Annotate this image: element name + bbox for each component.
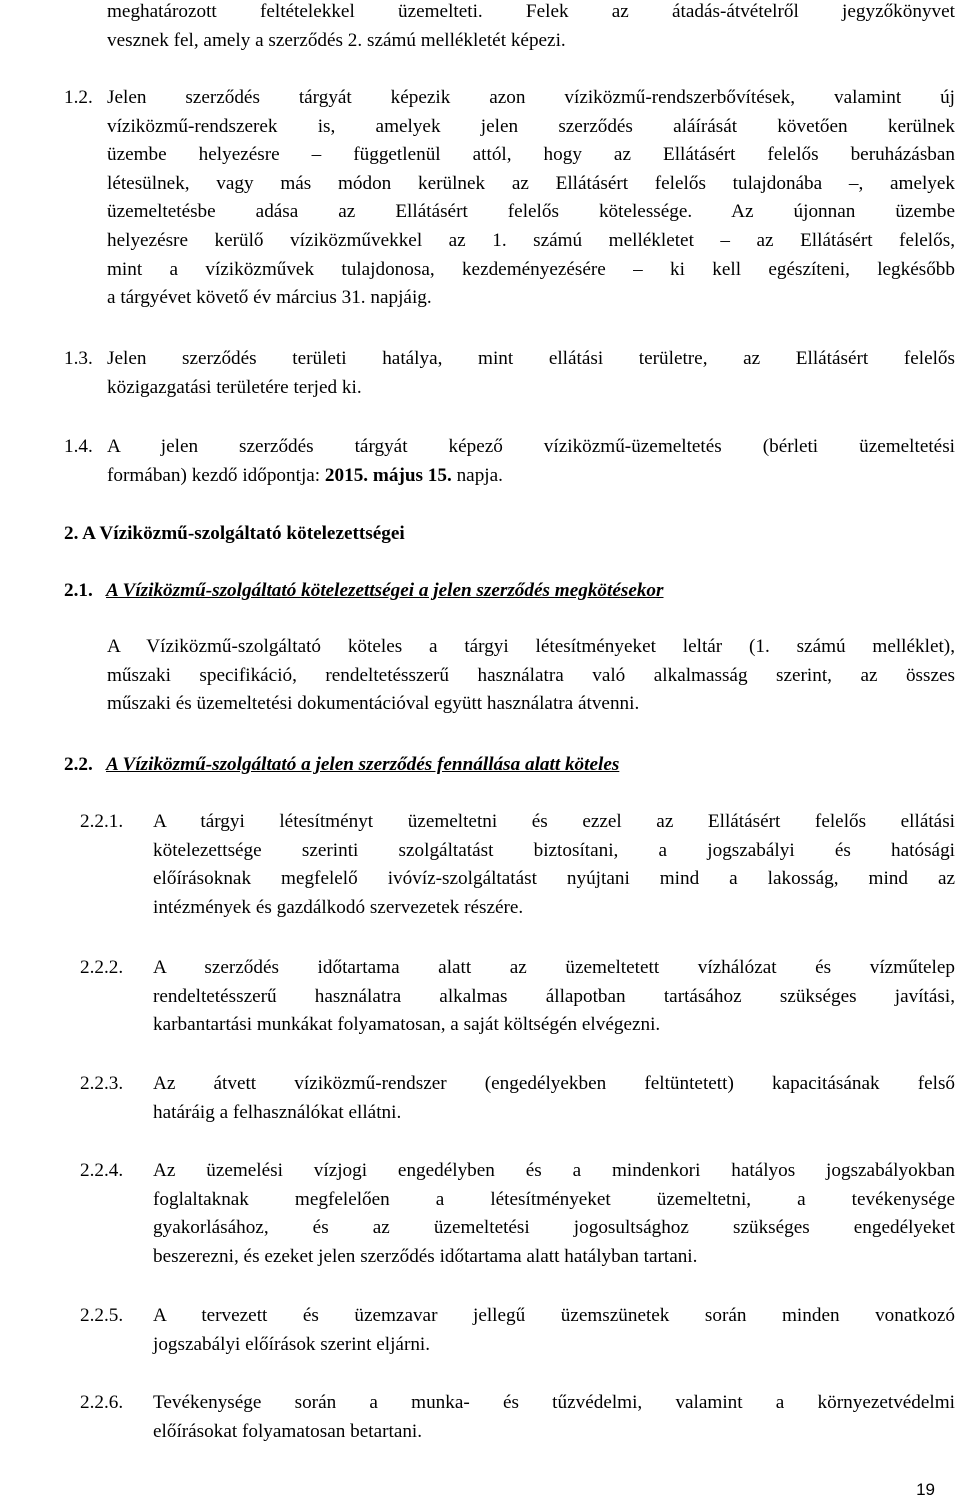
text-line: előírásoknak megfelelő ivóvíz-szolgáltatást nyújtani mind a lakosság, mind az xyxy=(153,868,955,890)
text-line: műszaki és üzemeltetési dokumentációval együtt használatra átvenni. xyxy=(107,693,640,715)
section-2-1-heading xyxy=(64,577,664,605)
item-number: 2.2.6. xyxy=(80,1392,124,1413)
section-1-2-paragraph xyxy=(107,84,955,313)
text-line: A szerződés időtartama alatt az üzemeltetett vízhálózat és vízműtelep xyxy=(153,957,955,978)
text-line: karbantartási munkákat folyamatosan, a saját költségén elvégezni. xyxy=(153,1014,661,1036)
item-paragraph xyxy=(153,1302,955,1359)
item-number: 2.2.1. xyxy=(80,811,124,832)
text-line: Az átvett víziközmű-rendszer (engedélyekben feltüntetett) kapacitásának felső xyxy=(153,1073,955,1094)
item-paragraph xyxy=(153,954,955,1040)
start-date: 2015. május 15. xyxy=(324,464,452,486)
item-paragraph xyxy=(153,1070,955,1127)
item-number: 2.2.2. xyxy=(80,957,124,978)
text-line: mint a víziközművek tulajdonosa, kezdeményezésére – ki kell egészíteni, legkésőbb xyxy=(107,258,955,280)
text-line: létesülnek, vagy más módon kerülnek az Ellátásért felelős tulajdonába –, amelyek xyxy=(107,172,955,194)
section-number: 1.2. xyxy=(64,87,93,108)
section-1-4-paragraph xyxy=(107,433,955,490)
section-2-heading: 2. A Víziközmű-szolgáltató kötelezettségei xyxy=(64,523,405,544)
text-line: közigazgatási területére terjed ki. xyxy=(107,376,362,398)
item-paragraph xyxy=(153,1389,955,1446)
text-line: víziközmű-rendszerek is, amelyek jelen szerződés aláírását követően kerülnek xyxy=(107,115,955,137)
section-1-3-paragraph xyxy=(107,345,955,402)
text-line: üzembe helyezésre – függetlenül attól, hogy az Ellátásért felelős beruházásban xyxy=(107,144,955,166)
text-line xyxy=(107,462,955,491)
text-run: formában) kezdő időpontja: xyxy=(107,464,325,486)
text-line: előírásokat folyamatosan betartani. xyxy=(153,1420,423,1442)
text-line: rendeltetésszerű használatra alkalmas állapotban tartásához szükséges javítási, xyxy=(153,985,955,1007)
section-2-1-paragraph xyxy=(107,633,955,719)
text-line: foglaltaknak megfelelően a létesítményeket üzemeltetni, a tevékenysége xyxy=(153,1188,955,1210)
section-number: 2.1. xyxy=(64,580,93,601)
text-line: gyakorlásához, és az üzemeltetési jogosultsághoz szükséges engedélyeket xyxy=(153,1217,955,1239)
intro-paragraph xyxy=(107,0,955,55)
text-line: A Víziközmű-szolgáltató köteles a tárgyi létesítményeket leltár (1. számú melléklet), xyxy=(107,636,955,657)
text-line: műszaki specifikáció, rendeltetésszerű használatra való alkalmasság szerint, az összes xyxy=(107,664,955,686)
page-number: 19 xyxy=(916,1480,935,1499)
section-number: 1.3. xyxy=(64,348,93,369)
text-line: Jelen szerződés tárgyát képezik azon víziközmű-rendszerbővítések, valamint új xyxy=(107,87,955,108)
text-line: Tevékenysége során a munka- és tűzvédelmi, valamint a környezetvédelmi xyxy=(153,1392,955,1413)
text-line: A tárgyi létesítményt üzemeltetni és ezzel az Ellátásért felelős ellátási xyxy=(153,811,955,832)
item-number: 2.2.3. xyxy=(80,1073,124,1094)
text-line: intézmények és gazdálkodó szervezetek részére. xyxy=(153,896,524,918)
text-line: meghatározott feltételekkel üzemelteti. Felek az átadás-átvételről jegyzőkönyvet xyxy=(107,1,955,22)
text-run: napja. xyxy=(451,464,503,486)
section-2-2-heading xyxy=(64,751,619,779)
item-paragraph xyxy=(153,1157,955,1271)
text-line: Az üzemelési vízjogi engedélyben és a mindenkori hatályos jogszabályokban xyxy=(153,1160,955,1181)
section-title: A Víziközmű-szolgáltató kötelezettségei a jelen szerződés megkötésekor xyxy=(106,580,664,601)
section-title: A Víziközmű-szolgáltató a jelen szerződés fennállása alatt köteles xyxy=(106,754,620,775)
text-line: A tervezett és üzemzavar jellegű üzemszünetek során minden vonatkozó xyxy=(153,1305,955,1326)
text-line: beszerezni, és ezeket jelen szerződés időtartama alatt hatályban tartani. xyxy=(153,1245,698,1267)
item-number: 2.2.4. xyxy=(80,1160,124,1181)
text-line: kötelezettsége szerinti szolgáltatást biztosítani, a jogszabályi és hatósági xyxy=(153,839,955,861)
text-line: helyezésre kerülő víziközművekkel az 1. számú mellékletet – az Ellátásért felelős, xyxy=(107,229,955,251)
text-line: üzemeltetésbe adása az Ellátásért felelős kötelessége. Az újonnan üzembe xyxy=(107,201,955,223)
text-line: vesznek fel, amely a szerződés 2. számú mellékletét képezi. xyxy=(107,29,566,51)
section-number: 1.4. xyxy=(64,436,93,457)
text-line: A jelen szerződés tárgyát képező víziközmű-üzemeltetés (bérleti üzemeltetési xyxy=(107,436,955,457)
text-line: határáig a felhasználókat ellátni. xyxy=(153,1101,402,1123)
text-line: jogszabályi előírások szerint eljárni. xyxy=(153,1333,431,1355)
section-number: 2.2. xyxy=(64,754,93,775)
text-line: a tárgyévet követő év március 31. napjáig. xyxy=(107,287,432,309)
item-number: 2.2.5. xyxy=(80,1305,124,1326)
text-line: Jelen szerződés területi hatálya, mint ellátási területre, az Ellátásért felelős xyxy=(107,348,955,369)
item-paragraph xyxy=(153,808,955,922)
